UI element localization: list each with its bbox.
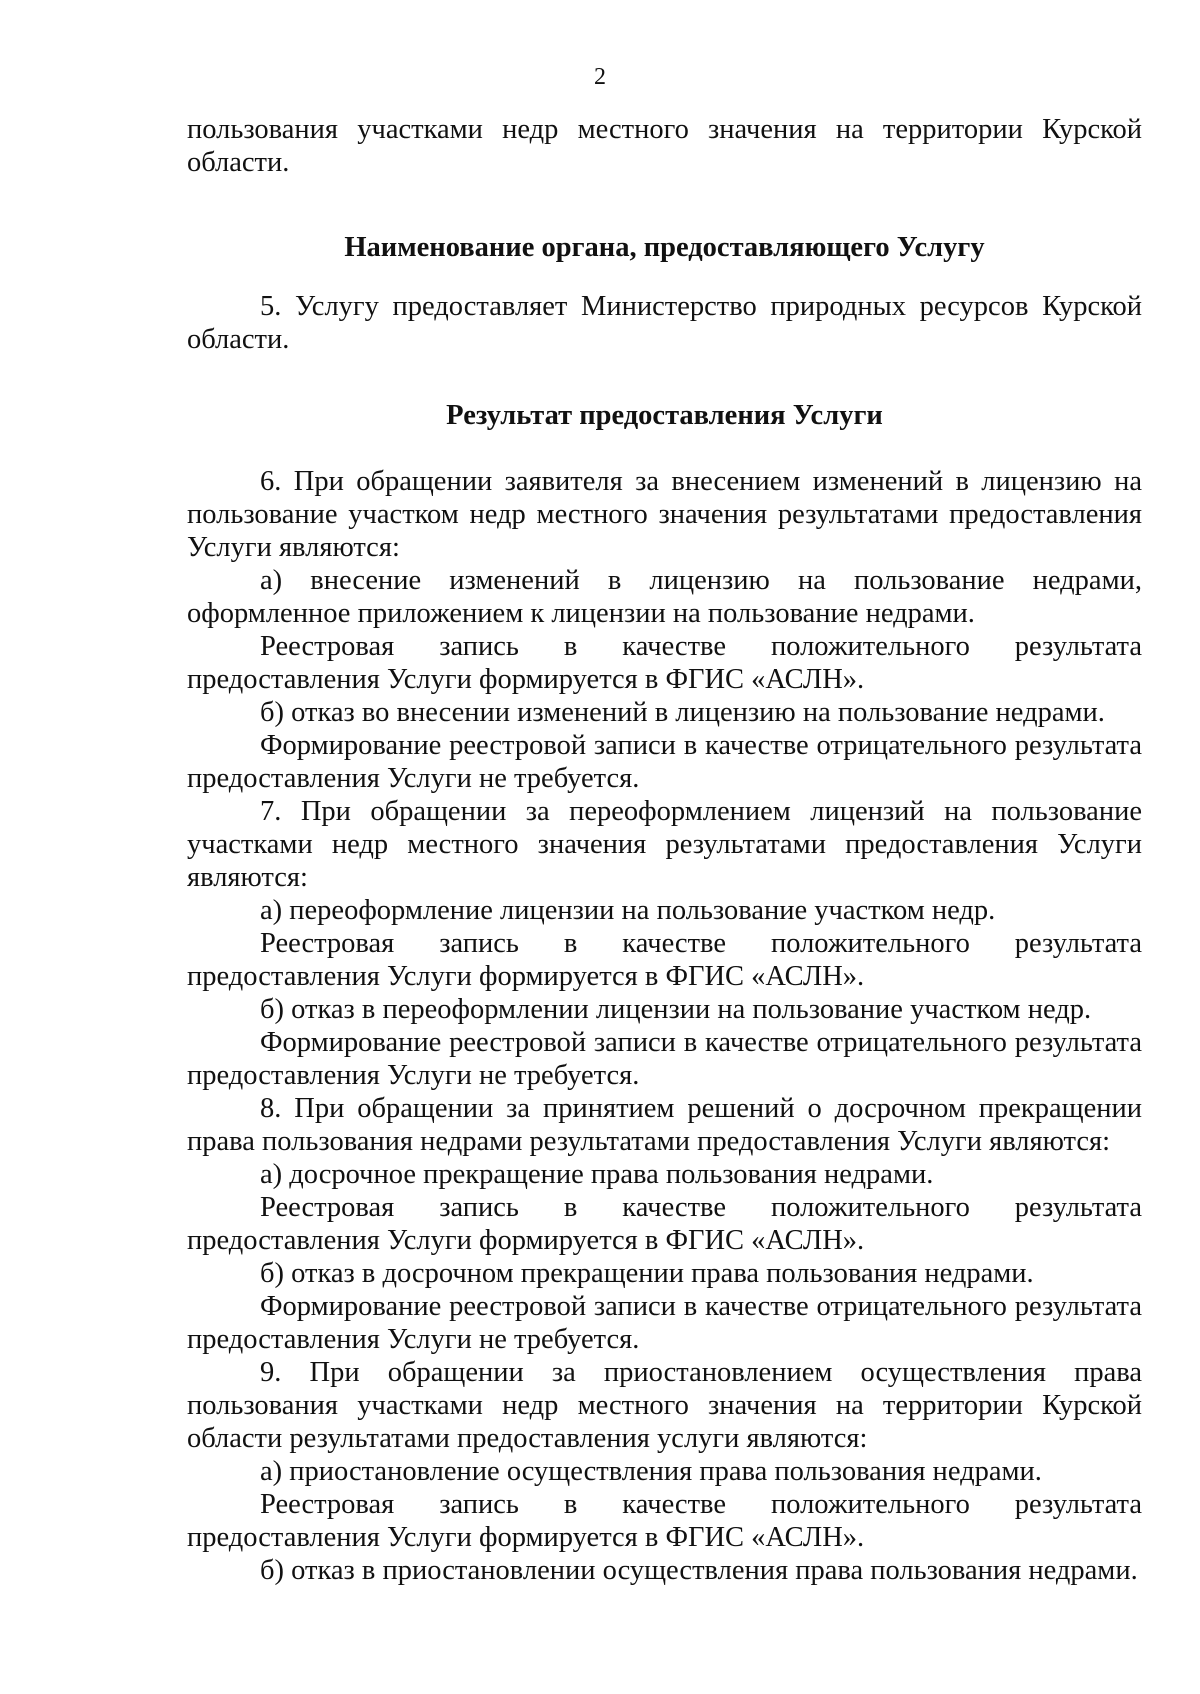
paragraph-6a: а) внесение изменений в лицензию на пользование недрами, оформленное приложением к лицензии на пользование недрами.: [187, 565, 1142, 629]
paragraph-7a: а) переоформление лицензии на пользование участком недр.: [260, 895, 996, 926]
paragraph-8a-record: Реестровая запись в качестве положительного результата предоставления Услуги формируется в ФГИС «АСЛН».: [187, 1192, 1142, 1256]
paragraph-8a: а) досрочное прекращение права пользования недрами.: [260, 1159, 934, 1190]
intro-paragraph: пользования участками недр местного значения на территории Курской области.: [187, 114, 1142, 178]
paragraph-8b-record: Формирование реестровой записи в качестве отрицательного результата предоставления Услуги не требуется.: [187, 1291, 1142, 1355]
paragraph-6: 6. При обращении заявителя за внесением изменений в лицензию на пользование участком недр местного значения результатами предоставления Услуги являются:: [187, 466, 1142, 563]
paragraph-7b-record: Формирование реестровой записи в качестве отрицательного результата предоставления Услуги не требуется.: [187, 1027, 1142, 1091]
section-heading-service-result: Результат предоставления Услуги: [446, 400, 883, 431]
section-heading-service-provider: Наименование органа, предоставляющего Услугу: [344, 232, 985, 263]
paragraph-9a-record: Реестровая запись в качестве положительного результата предоставления Услуги формируется в ФГИС «АСЛН».: [187, 1489, 1142, 1553]
paragraph-6b: б) отказ во внесении изменений в лицензию на пользование недрами.: [260, 697, 1105, 728]
paragraph-7b: б) отказ в переоформлении лицензии на пользование участком недр.: [260, 994, 1092, 1025]
paragraph-7: 7. При обращении за переоформлением лицензий на пользование участками недр местного значения результатами предоставления Услуги являются:: [187, 796, 1142, 893]
page-number: 2: [594, 64, 606, 90]
paragraph-7a-record: Реестровая запись в качестве положительного результата предоставления Услуги формируется в ФГИС «АСЛН».: [187, 928, 1142, 992]
document-body: [187, 113, 1142, 1587]
paragraph-6b-record: Формирование реестровой записи в качестве отрицательного результата предоставления Услуги не требуется.: [187, 730, 1142, 794]
paragraph-9a: а) приостановление осуществления права пользования недрами.: [260, 1456, 1042, 1487]
paragraph-5: 5. Услугу предоставляет Министерство природных ресурсов Курской области.: [187, 291, 1142, 355]
paragraph-9: 9. При обращении за приостановлением осуществления права пользования участками недр местного значения на территории Курской области результатами предоставления услуги являются:: [187, 1357, 1142, 1454]
paragraph-8: 8. При обращении за принятием решений о досрочном прекращении права пользования недрами результатами предоставления Услуги являются:: [187, 1093, 1142, 1157]
paragraph-8b: б) отказ в досрочном прекращении права пользования недрами.: [260, 1258, 1034, 1289]
paragraph-6a-record: Реестровая запись в качестве положительного результата предоставления Услуги формируется в ФГИС «АСЛН».: [187, 631, 1142, 695]
paragraph-9b: б) отказ в приостановлении осуществления права пользования недрами.: [260, 1555, 1138, 1586]
